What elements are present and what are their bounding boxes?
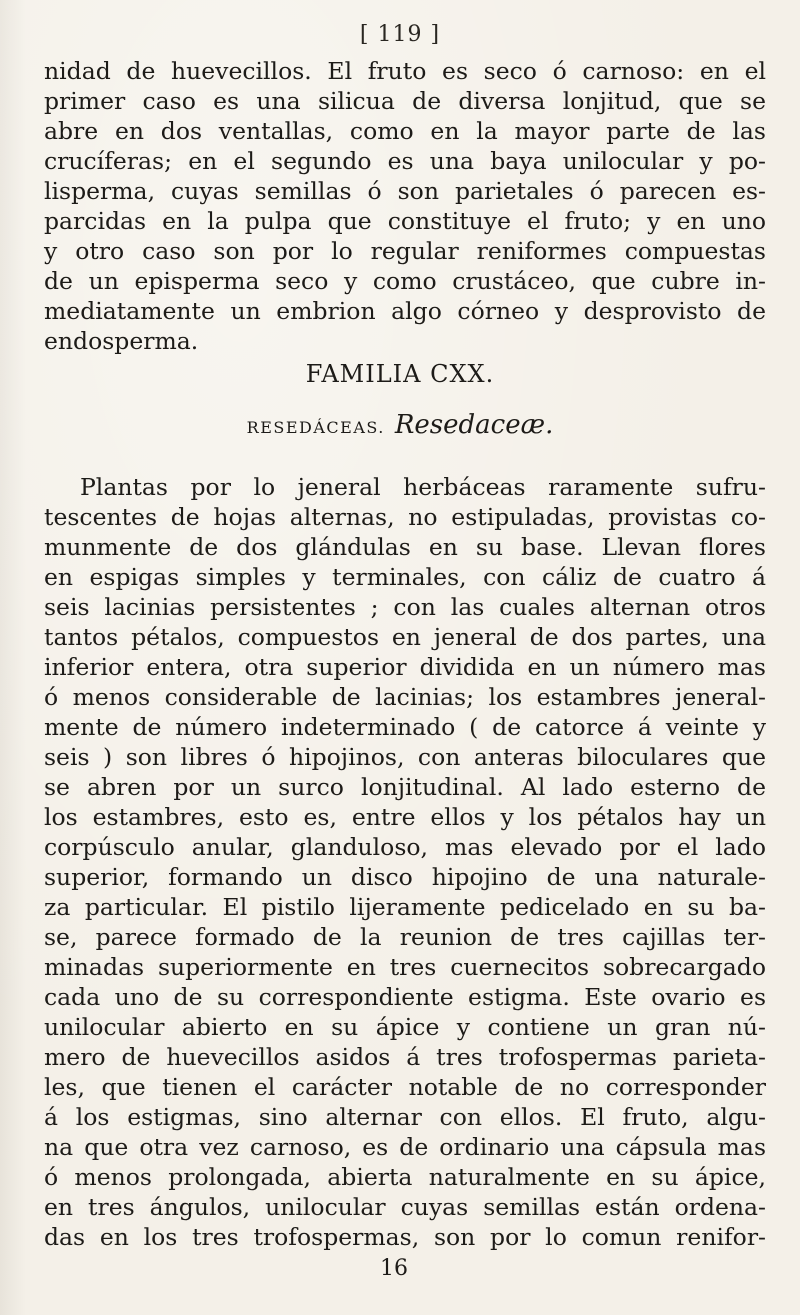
text-line: superior, formando un disco hipojino de una naturale- <box>44 863 766 891</box>
text-line: los estambres, esto es, entre ellos y los pétalos hay un <box>44 803 766 831</box>
text-line: endosperma. <box>44 327 199 355</box>
family-heading: FAMILIA CXX. <box>305 360 495 388</box>
text-line: en espigas simples y terminales, con cáliz de cuatro á <box>44 563 766 591</box>
text-line: se, parece formado de la reunion de tres cajillas ter- <box>44 923 766 951</box>
text-line: de un episperma seco y como crustáceo, que cubre in- <box>44 267 766 295</box>
text-line: primer caso es una silicua de diversa lonjitud, que se <box>44 87 766 115</box>
text-line: les, que tienen el carácter notable de no corresponder <box>44 1073 766 1101</box>
page-number: [ 119 ] <box>359 22 441 47</box>
text-line: unilocular abierto en su ápice y contiene un gran nú- <box>44 1013 766 1041</box>
text-line: lisperma, cuyas semillas ó son parietales ó parecen es- <box>44 177 766 205</box>
text-line: mero de huevecillos asidos á tres trofospermas parieta- <box>44 1043 766 1071</box>
text-line: abre en dos ventallas, como en la mayor parte de las <box>44 117 766 145</box>
text-line: na que otra vez carnoso, es de ordinario una cápsula mas <box>44 1133 766 1161</box>
text-line: parcidas en la pulpa que constituye el fruto; y en uno <box>44 207 766 235</box>
text-line: mediatamente un embrion algo córneo y desprovisto de <box>44 297 766 325</box>
text-line: munmente de dos glándulas en su base. Llevan flores <box>44 533 766 561</box>
text-line: mente de número indeterminado ( de catorce á veinte y <box>44 713 766 741</box>
text-line: tantos pétalos, compuestos en jeneral de dos partes, una <box>44 623 766 651</box>
text-line: nidad de huevecillos. El fruto es seco ó carnoso: en el <box>44 57 766 85</box>
text-line: crucíferas; en el segundo es una baya unilocular y po- <box>44 147 766 175</box>
family-name <box>0 410 800 440</box>
text-line: á los estigmas, sino alternar con ellos. El fruto, algu- <box>44 1103 766 1131</box>
signature-mark: 16 <box>380 1256 408 1281</box>
family-name-spanish: RESEDÁCEAS. <box>246 418 385 437</box>
text-line: tescentes de hojas alternas, no estipuladas, provistas co- <box>44 503 766 531</box>
text-line: en tres ángulos, unilocular cuyas semillas están ordena- <box>44 1193 766 1221</box>
text-line: y otro caso son por lo regular reniformes compuestas <box>44 237 766 265</box>
text-line: se abren por un surco lonjitudinal. Al lado esterno de <box>44 773 766 801</box>
text-line: ó menos prolongada, abierta naturalmente en su ápice, <box>44 1163 766 1191</box>
text-line: cada uno de su correspondiente estigma. Este ovario es <box>44 983 766 1011</box>
text-line: Plantas por lo jeneral herbáceas raramente sufru- <box>80 473 766 501</box>
text-line: seis ) son libres ó hipojinos, con anteras biloculares que <box>44 743 766 771</box>
text-line: seis lacinias persistentes ; con las cuales alternan otros <box>44 593 766 621</box>
text-line: za particular. El pistilo lijeramente pedicelado en su ba- <box>44 893 766 921</box>
text-line: minadas superiormente en tres cuernecitos sobrecargado <box>44 953 766 981</box>
text-line: das en los tres trofospermas, son por lo comun renifor- <box>44 1223 766 1251</box>
family-name-latin: Resedaceæ. <box>394 410 554 440</box>
text-line: inferior entera, otra superior dividida en un número mas <box>44 653 766 681</box>
text-line: ó menos considerable de lacinias; los estambres jeneral- <box>44 683 766 711</box>
text-line: corpúsculo anular, glanduloso, mas elevado por el lado <box>44 833 766 861</box>
